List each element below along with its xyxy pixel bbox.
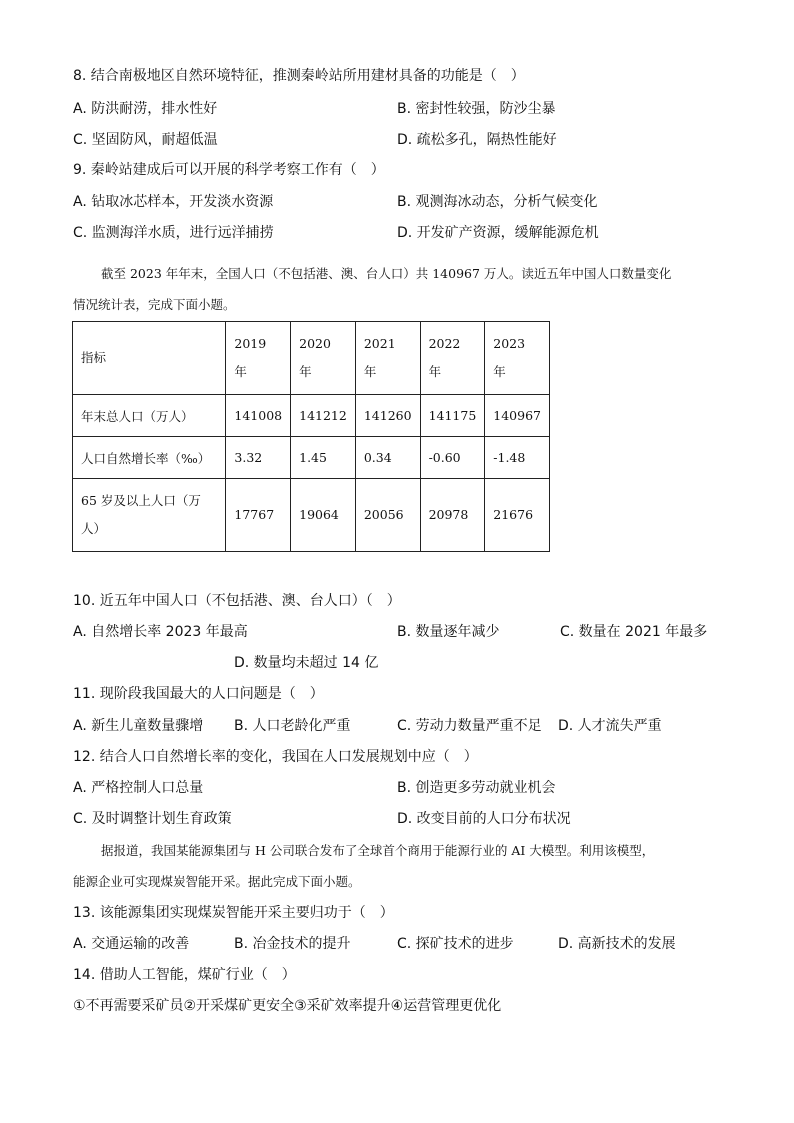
q14-stem: 14. 借助人工智能，煤矿行业（ ） [73,967,296,983]
table-cell: 17767 [226,479,291,552]
q13-option-d: D. 高新技术的发展 [558,936,676,952]
q10-option-c: C. 数量在 2021 年最多 [560,624,708,640]
table-cell: 21676 [485,479,550,552]
year-unit: 年 [299,364,312,379]
q12-option-d: D. 改变目前的人口分布状况 [397,811,571,827]
table-cell: 141175 [420,395,485,437]
passage-population [73,258,733,320]
q8-stem: 8. 结合南极地区自然环境特征，推测秦岭站所用建材具备的功能是（ ） [73,68,525,84]
table-cell: 141008 [226,395,291,437]
year-num: 2019 [234,336,267,351]
table-cell: 1.45 [291,437,356,479]
population-stats-table [72,321,550,552]
year-num: 2023 [493,336,526,351]
row-label: 年末总人口（万人） [73,395,226,437]
q8-option-d: D. 疏松多孔，隔热性能好 [397,132,557,148]
year-num: 2022 [428,336,461,351]
table-row [73,479,550,552]
table-cell: 141212 [291,395,356,437]
year-num: 2020 [299,336,331,351]
q9-option-c: C. 监测海洋水质，进行远洋捕捞 [73,225,274,241]
q11-option-a: A. 新生儿童数量骤增 [73,718,204,734]
table-cell: -1.48 [485,437,550,479]
q12-stem: 12. 结合人口自然增长率的变化，我国在人口发展规划中应（ ） [73,749,478,765]
table-header-row [73,322,550,395]
q8-option-b: B. 密封性较强，防沙尘暴 [397,101,556,117]
q12-option-b: B. 创造更多劳动就业机会 [397,780,556,796]
table-row [73,395,550,437]
row-label: 人口自然增长率（‰） [73,437,226,479]
passage-energy-line1: 据报道，我国某能源集团与 H 公司联合发布了全球首个商用于能源行业的 AI 大模型。利用该模型， [101,843,655,858]
year-unit: 年 [363,364,377,379]
q8-option-a: A. 防洪耐涝，排水性好 [73,101,218,117]
q14-statements: ①不再需要采矿员②开采煤矿更安全③采矿效率提升④运营管理更优化 [73,998,502,1014]
table-header-year [355,322,420,395]
q12-option-a: A. 严格控制人口总量 [73,780,204,796]
q11-stem: 11. 现阶段我国最大的人口问题是（ ） [73,686,324,702]
q13-option-c: C. 探矿技术的进步 [397,936,514,952]
table-header-year [420,322,485,395]
q9-stem: 9. 秦岭站建成后可以开展的科学考察工作有（ ） [73,162,385,178]
table-header-year [485,322,550,395]
q9-option-d: D. 开发矿产资源，缓解能源危机 [397,225,599,241]
q10-option-b: B. 数量逐年减少 [397,624,500,640]
q13-option-b: B. 冶金技术的提升 [234,936,351,952]
table-cell: 20978 [420,479,485,552]
table-cell: 140967 [485,395,550,437]
table-cell: 19064 [291,479,356,552]
passage-energy-ai [73,835,733,897]
q12-option-c: C. 及时调整计划生育政策 [73,811,232,827]
row-label-line2: 人） [81,521,107,536]
passage-population-line1: 截至 2023 年年末，全国人口（不包括港、澳、台人口）共 140967 万人。读近五年中国人口数量变化 [101,266,672,281]
table-cell: -0.60 [420,437,485,479]
q9-option-a: A. 钻取冰芯样本，开发淡水资源 [73,194,274,210]
passage-population-line2: 情况统计表，完成下面小题。 [73,297,236,312]
passage-energy-line2: 能源企业可实现煤炭智能开采。据此完成下面小题。 [73,874,361,889]
q10-stem: 10. 近五年中国人口（不包括港、澳、台人口）（ ） [73,593,401,609]
q10-option-d: D. 数量均未超过 14 亿 [234,655,379,671]
table-cell: 3.32 [226,437,291,479]
q11-option-d: D. 人才流失严重 [558,718,662,734]
q10-option-a: A. 自然增长率 2023 年最高 [73,624,248,640]
year-num: 2021 [363,336,396,351]
table-cell: 20056 [355,479,420,552]
table-header-year [291,322,356,395]
table-row [73,437,550,479]
q9-option-b: B. 观测海冰动态，分析气候变化 [397,194,598,210]
year-unit: 年 [493,364,506,379]
q13-option-a: A. 交通运输的改善 [73,936,190,952]
table-cell: 0.34 [355,437,420,479]
year-unit: 年 [234,364,247,379]
q13-stem: 13. 该能源集团实现煤炭智能开采主要归功于（ ） [73,905,394,921]
table-header-year [226,322,291,395]
q8-option-c: C. 坚固防风，耐超低温 [73,132,218,148]
year-unit: 年 [428,364,442,379]
row-label-line1: 65 岁及以上人口（万 [81,493,201,508]
row-label [73,479,226,552]
table-header-label: 指标 [73,322,226,395]
table-cell: 141260 [355,395,420,437]
q11-option-b: B. 人口老龄化严重 [234,718,351,734]
q11-option-c: C. 劳动力数量严重不足 [397,718,542,734]
